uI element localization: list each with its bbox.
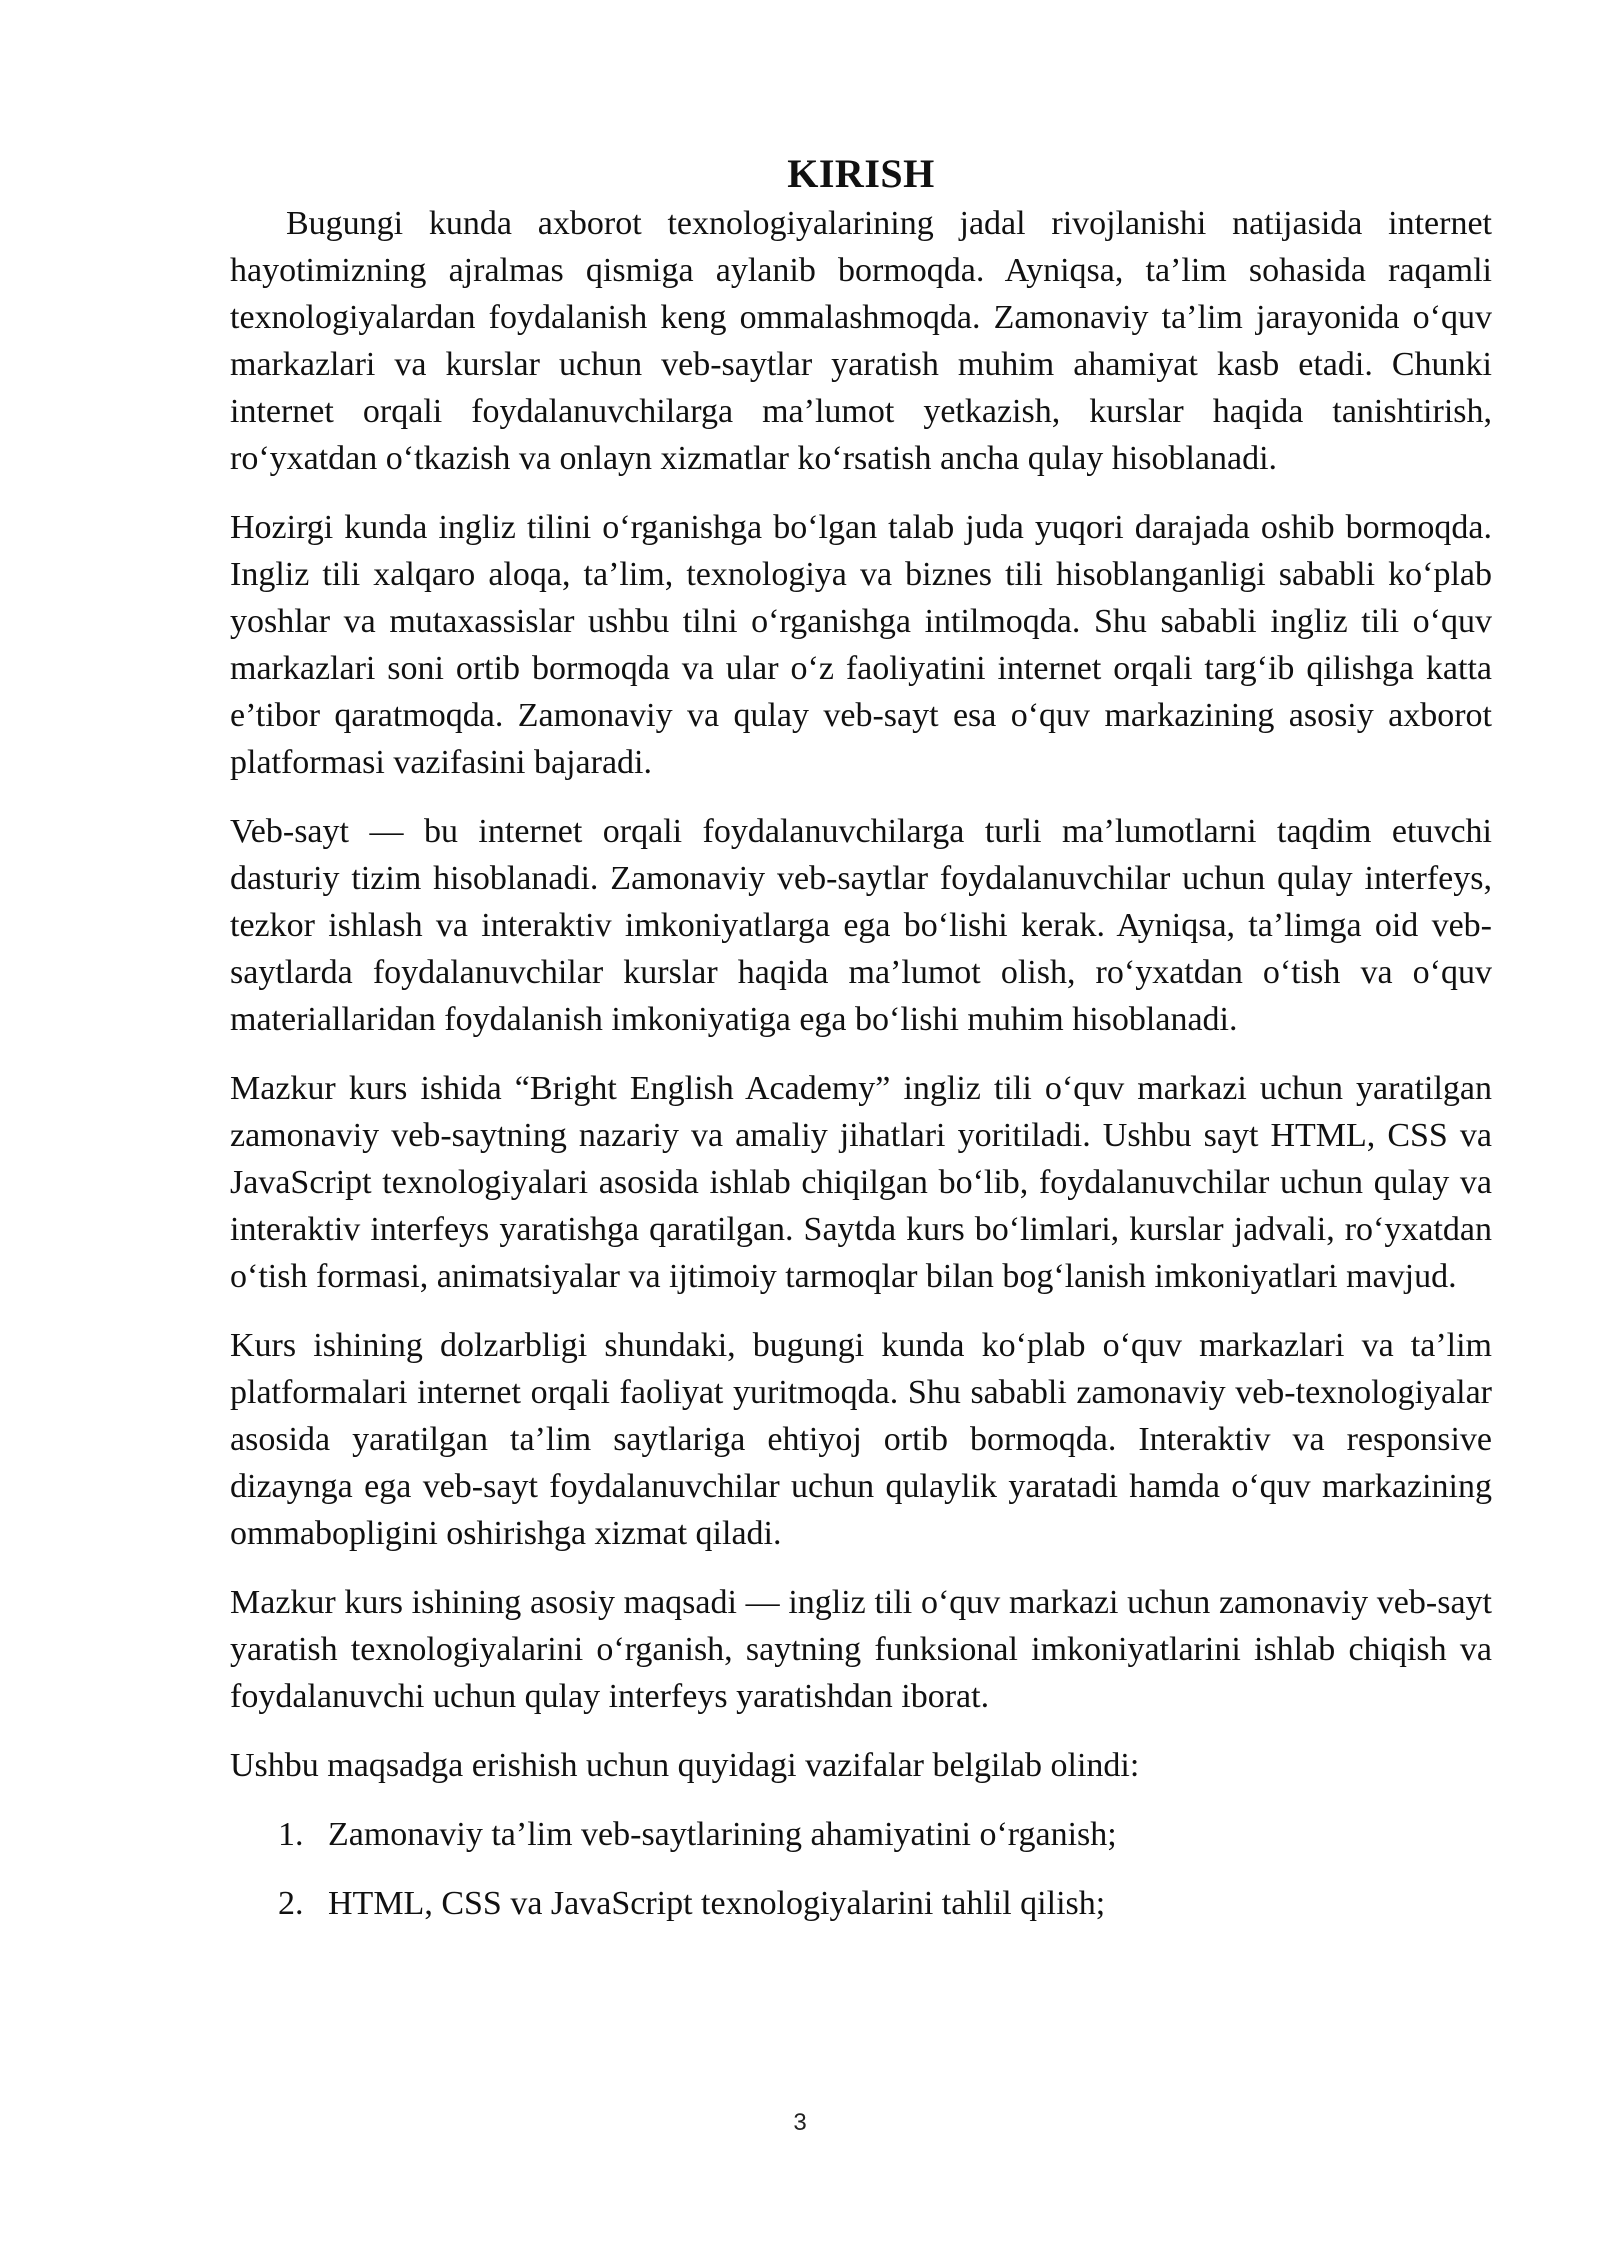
- paragraph-course-work-scope: Mazkur kurs ishida “Bright English Academy” ingliz tili o‘quv markazi uchun yaratilgan zamonaviy veb-saytning nazariy va amaliy jihatlari yoritiladi. Ushbu sayt HTML, CSS va JavaScript texnologiyalari asosida ishlab chiqilgan bo‘lib, foydalanuvchilar uchun qulay va interaktiv interfeys yaratishga qaratilgan. Saytda kurs bo‘limlari, kurslar jadvali, ro‘yxatdan o‘tish formasi, animatsiyalar va ijtimoiy tarmoqlar bilan bog‘lanish imkoniyatlari mavjud.: [230, 1070, 1492, 1295]
- paragraph-relevance: Kurs ishining dolzarbligi shundaki, bugungi kunda ko‘plab o‘quv markazlari va ta’lim platformalari internet orqali faoliyat yuritmoqda. Shu sababli zamonaviy veb-texnologiyalar asosida yaratilgan ta’lim saytlariga ehtiyoj ortib bormoqda. Interaktiv va responsive dizaynga ega veb-sayt foydalanuvchilar uchun qulaylik yaratadi hamda o‘quv markazining ommabopligini oshirishga xizmat qiladi.: [230, 1327, 1492, 1552]
- paragraph-intro: Bugungi kunda axborot texnologiyalarining jadal rivojlanishi natijasida internet hayotimizning ajralmas qismiga aylanib bormoqda. Ayniqsa, ta’lim sohasida raqamli texnologiyalardan foydalanish keng ommalashmoqda. Zamonaviy ta’lim jarayonida o‘quv markazlari va kurslar uchun veb-saytlar yaratish muhim ahamiyat kasb etadi. Chunki internet orqali foydalanuvchilarga ma’lumot yetkazish, kurslar haqida tanishtirish, ro‘yxatdan o‘tkazish va onlayn xizmatlar ko‘rsatish ancha qulay hisoblanadi.: [230, 205, 1492, 477]
- paragraph-tasks-intro: Ushbu maqsadga erishish uchun quyidagi vazifalar belgilab olindi:: [230, 1747, 1140, 1784]
- list-item: [230, 1811, 1492, 1858]
- paragraph-english-demand: Hozirgi kunda ingliz tilini o‘rganishga bo‘lgan talab juda yuqori darajada oshib bormoqda. Ingliz tili xalqaro aloqa, ta’lim, texnologiya va biznes tili hisoblanganligi sababli ko‘plab yoshlar va mutaxassislar ushbu tilni o‘rganishga intilmoqda. Shu sababli ingliz tili o‘quv markazlari soni ortib bormoqda va ular o‘z faoliyatini internet orqali targ‘ib qilishga katta e’tibor qaratmoqda. Zamonaviy va qulay veb-sayt esa o‘quv markazining asosiy axborot platformasi vazifasini bajaradi.: [230, 509, 1492, 781]
- list-item-number: 2.: [278, 1885, 304, 1922]
- paragraph-website-definition: Veb-sayt — bu internet orqali foydalanuvchilarga turli ma’lumotlarni taqdim etuvchi dasturiy tizim hisoblanadi. Zamonaviy veb-saytlar foydalanuvchilar uchun qulay interfeys, tezkor ishlash va interaktiv imkoniyatlarga ega bo‘lishi kerak. Ayniqsa, ta’limga oid veb-saytlarda foydalanuvchilar kurslar haqida ma’lumot olish, ro‘yxatdan o‘tish va o‘quv materiallaridan foydalanish imkoniyatiga ega bo‘lishi muhim hisoblanadi.: [230, 813, 1492, 1038]
- page-number: 3: [793, 2109, 807, 2136]
- section-title: KIRISH: [787, 151, 935, 196]
- list-item-number: 1.: [278, 1816, 304, 1853]
- list-item: [230, 1880, 1492, 1927]
- list-item-text: Zamonaviy ta’lim veb-saytlarining ahamiyatini o‘rganish;: [328, 1816, 1117, 1853]
- page-content: [230, 148, 1492, 1949]
- paragraph-goal: Mazkur kurs ishining asosiy maqsadi — ingliz tili o‘quv markazi uchun zamonaviy veb-sayt yaratish texnologiyalarini o‘rganish, saytning funksional imkoniyatlarini ishlab chiqish va foydalanuvchi uchun qulay interfeys yaratishdan iborat.: [230, 1584, 1492, 1715]
- tasks-list: [230, 1811, 1492, 1927]
- list-item-text: HTML, CSS va JavaScript texnologiyalarini tahlil qilish;: [328, 1885, 1106, 1922]
